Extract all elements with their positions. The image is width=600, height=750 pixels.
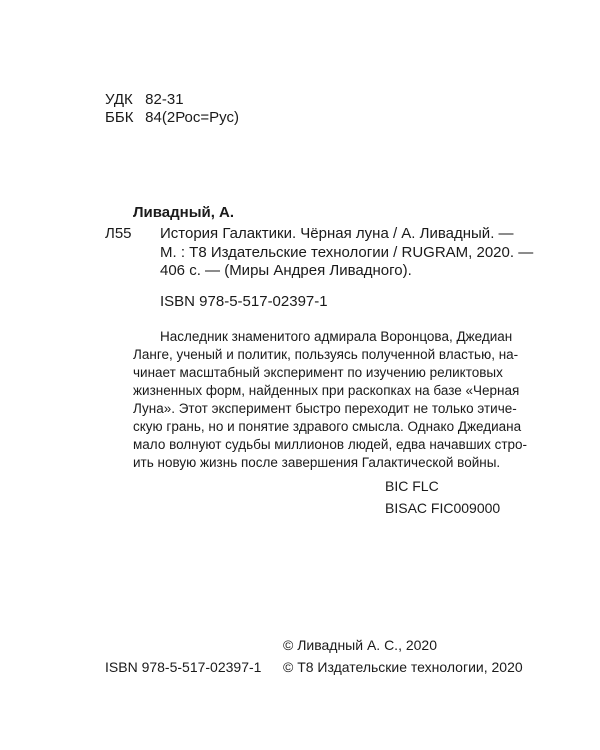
author-heading: Ливадный, А. <box>133 204 235 221</box>
bbk-value: 84(2Рос=Рус) <box>145 109 239 126</box>
udk-row <box>105 91 239 109</box>
copyright-author: © Ливадный А. С., 2020 <box>283 637 437 653</box>
biblio-line: 406 с. — (Миры Андрея Ливадного). <box>160 262 412 279</box>
isbn-bottom: ISBN 978-5-517-02397-1 <box>105 659 262 675</box>
classification-block <box>105 91 239 127</box>
annotation-line: Ланге, ученый и политик, пользуясь полученной властью, на- <box>133 347 519 362</box>
cutter-code: Л55 <box>105 225 132 242</box>
annotation-line: мало волнуют судьбы миллионов людей, едва начавших стро- <box>133 437 528 452</box>
bic-code: BIC FLC <box>385 478 439 494</box>
biblio-line: М. : Т8 Издательские технологии / RUGRAM, 2020. — <box>160 243 534 261</box>
annotation <box>133 328 528 472</box>
annotation-line: Наследник знаменитого адмирала Воронцова, Джедиан <box>160 329 513 344</box>
udk-label: УДК <box>105 91 133 108</box>
biblio-line: История Галактики. Чёрная луна / А. Ливадный. — <box>160 225 514 242</box>
subject-codes <box>385 475 500 519</box>
bisac-code: BISAC FIC009000 <box>385 500 501 516</box>
bbk-label: ББК <box>105 109 134 126</box>
udk-value: 82-31 <box>145 91 184 108</box>
annotation-line: ить новую жизнь после завершения Галактической войны. <box>133 455 501 470</box>
bibliographic-description <box>160 225 534 281</box>
annotation-line: скую грань, но и понятие здравого смысла. Однако Джедиана <box>133 419 522 434</box>
annotation-line: Луна». Этот эксперимент быстро переходит не только этиче- <box>133 401 517 416</box>
annotation-line: чинает масштабный эксперимент по изучению реликтовых <box>133 365 503 380</box>
isbn-main: ISBN 978-5-517-02397-1 <box>160 293 328 310</box>
annotation-line: жизненных форм, найденных при раскопках на базе «Черная <box>133 383 520 398</box>
bbk-row <box>105 109 239 127</box>
copyright-publisher: © Т8 Издательские технологии, 2020 <box>283 659 523 675</box>
